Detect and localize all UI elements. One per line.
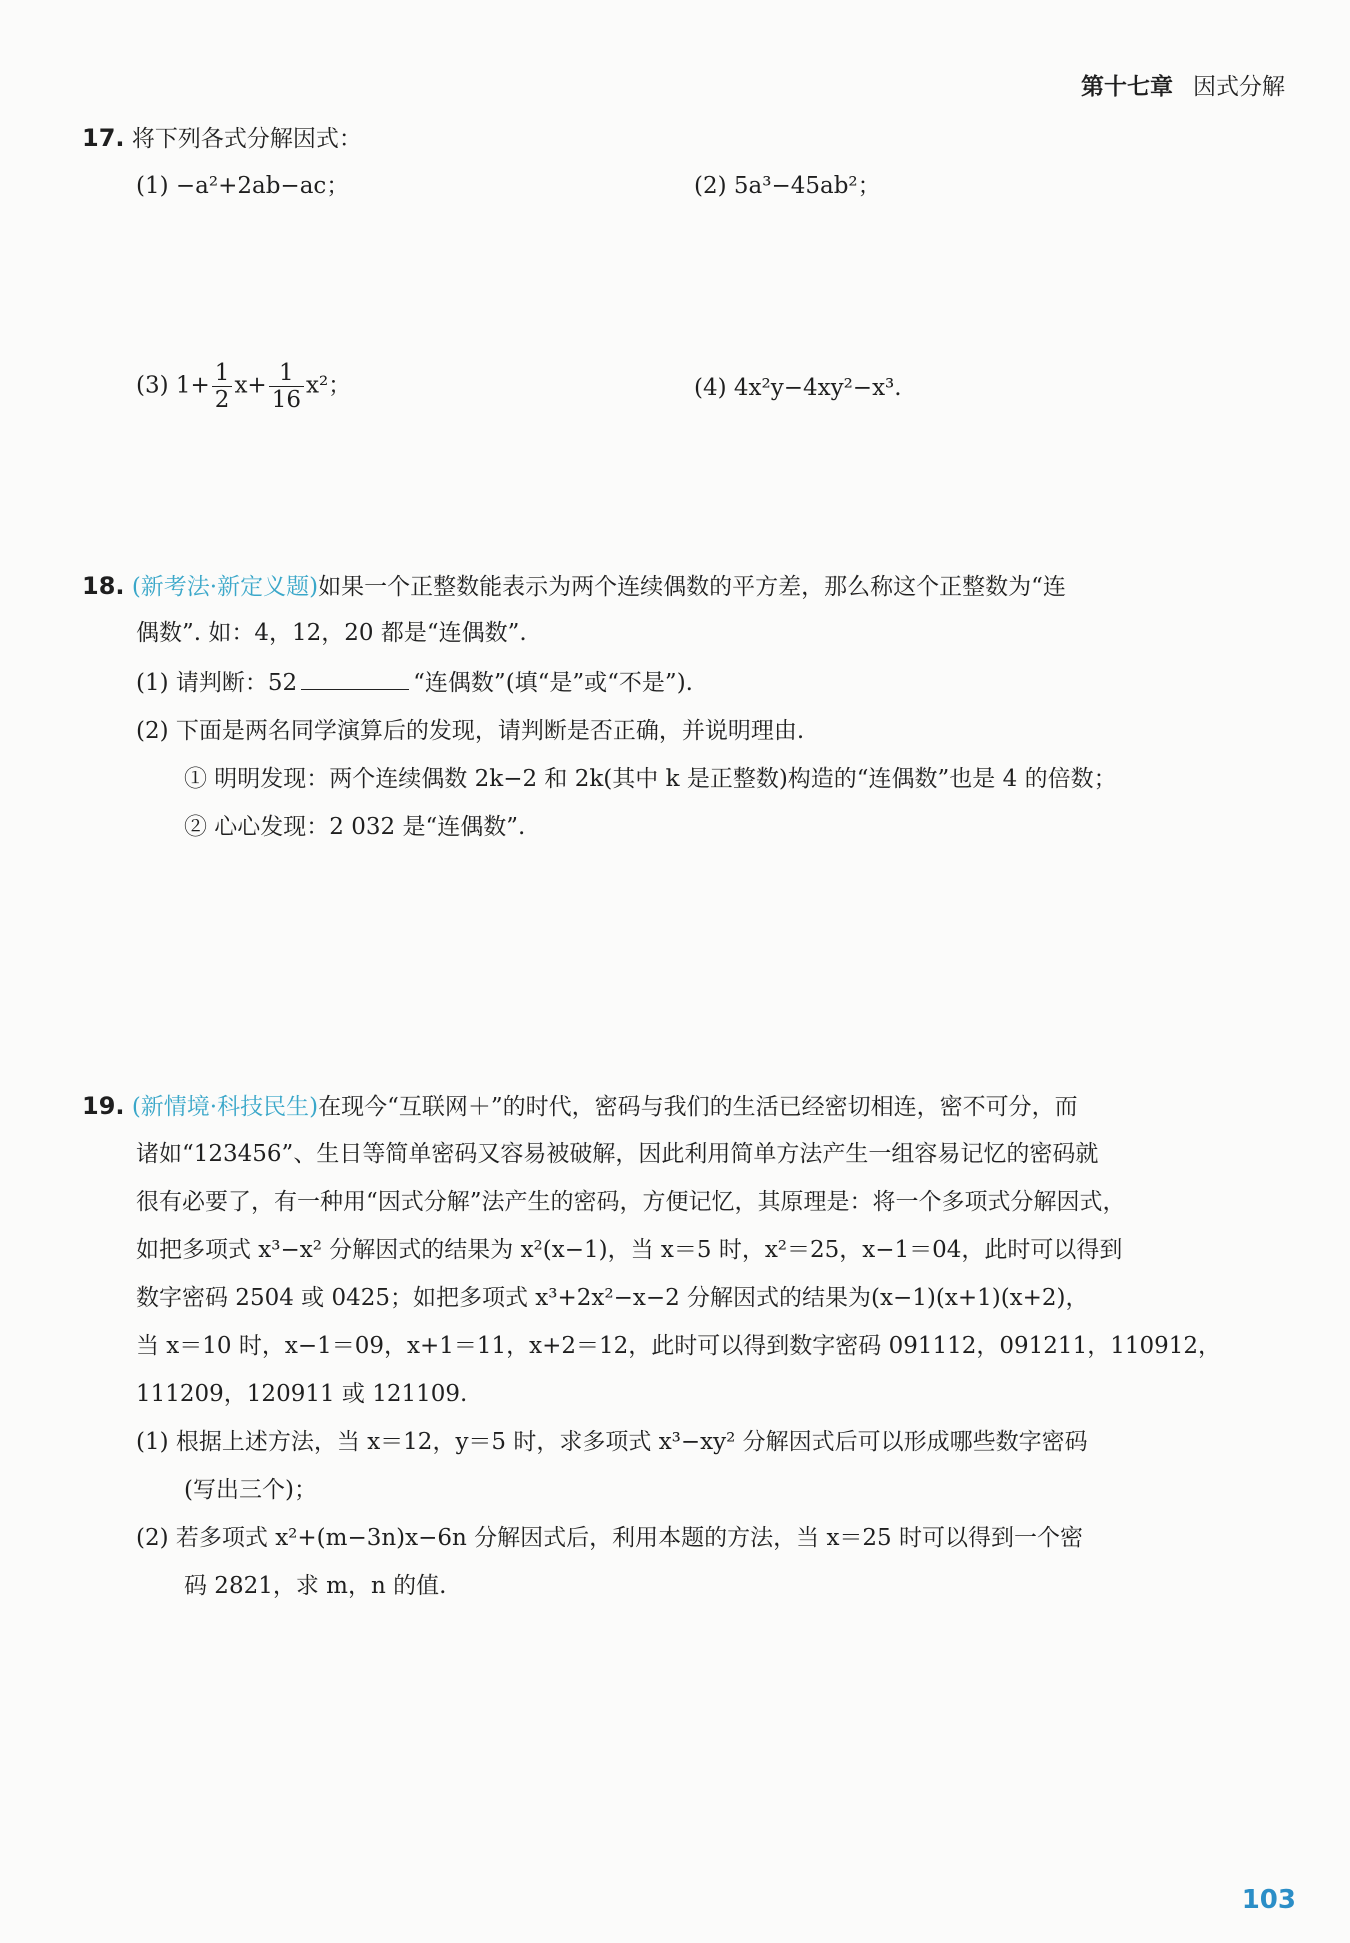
q17-part3-prefix: (3) 1+	[136, 372, 210, 399]
fraction-sixteenth	[269, 360, 304, 413]
q17-part3-suffix: x²；	[305, 372, 352, 399]
chapter-title: 因式分解	[1193, 74, 1285, 100]
q19-sub1-line1: (1) 根据上述方法，当 x＝12，y＝5 时，求多项式 x³−xy² 分解因式后可以形成哪些数字密码	[136, 1429, 1088, 1455]
q19-sub2-line1: (2) 若多项式 x²+(m−3n)x−6n 分解因式后，利用本题的方法，当 x＝25 时可以得到一个密	[136, 1525, 1083, 1551]
chapter-number: 第十七章	[1081, 74, 1173, 100]
q18-claim2: ② 心心发现：2 032 是“连偶数”.	[184, 814, 526, 840]
fraction-numerator: 1	[212, 360, 233, 387]
q17-part2: (2) 5a³−45ab²；	[694, 173, 881, 199]
q19-tag: (新情境·科技民生)	[131, 1094, 319, 1120]
q18-line2: 偶数”. 如：4，12，20 都是“连偶数”.	[136, 620, 527, 646]
q17-part3-middle: x+	[234, 372, 267, 399]
q17-part4: (4) 4x²y−4xy²−x³.	[694, 375, 902, 401]
q19-line3: 很有必要了，有一种用“因式分解”法产生的密码，方便记忆，其原理是：将一个多项式分解因式，	[136, 1189, 1126, 1215]
q18-sub1-prefix: (1) 请判断：52	[136, 670, 298, 696]
q19-line2: 诸如“123456”、生日等简单密码又容易被破解，因此利用简单方法产生一组容易记忆的密码就	[136, 1141, 1099, 1167]
answer-blank[interactable]	[301, 667, 409, 690]
q19-number: 19.	[82, 1092, 125, 1120]
fraction-half	[212, 360, 233, 413]
q19-sub1-line2: (写出三个)；	[184, 1477, 317, 1503]
q18-line1	[82, 570, 1066, 603]
q17-number: 17.	[82, 124, 125, 152]
q19-line4: 如把多项式 x³−x² 分解因式的结果为 x²(x−1)，当 x＝5 时，x²＝25，x−1＝04，此时可以得到	[136, 1237, 1123, 1263]
page-number: 103	[1241, 1885, 1296, 1915]
q18-claim1: ① 明明发现：两个连续偶数 2k−2 和 2k(其中 k 是正整数)构造的“连偶数”也是 4 的倍数；	[184, 766, 1117, 792]
q18-sub1-suffix: “连偶数”(填“是”或“不是”).	[413, 670, 693, 696]
chapter-header	[1081, 68, 1285, 101]
q18-stem: 如果一个正整数能表示为两个连续偶数的平方差，那么称这个正整数为“连	[318, 574, 1066, 600]
q19-line6: 当 x＝10 时，x−1＝09，x+1＝11，x+2＝12，此时可以得到数字密码 091112，091211，110912，	[136, 1333, 1221, 1359]
fraction-denominator: 2	[214, 387, 230, 413]
fraction-numerator: 1	[269, 360, 304, 387]
q19-line5: 数字密码 2504 或 0425；如把多项式 x³+2x²−x−2 分解因式的结果为(x−1)(x+1)(x+2)，	[136, 1285, 1089, 1311]
q17-stem: 将下列各式分解因式：	[131, 126, 362, 152]
q19-line7: 111209，120911 或 121109.	[136, 1381, 468, 1407]
fraction-denominator: 16	[271, 387, 301, 413]
q17-stem-line	[82, 122, 362, 155]
q18-tag: (新考法·新定义题)	[131, 574, 319, 600]
q17-part1: (1) −a²+2ab−ac；	[136, 173, 350, 199]
q18-sub1	[136, 667, 693, 699]
q19-stem: 在现今“互联网＋”的时代，密码与我们的生活已经密切相连，密不可分，而	[318, 1094, 1078, 1120]
q19-line1	[82, 1090, 1078, 1123]
q17-part3	[136, 360, 351, 413]
q19-sub2-line2: 码 2821，求 m，n 的值.	[184, 1573, 447, 1599]
q18-sub2: (2) 下面是两名同学演算后的发现，请判断是否正确，并说明理由.	[136, 718, 805, 744]
q18-number: 18.	[82, 572, 125, 600]
